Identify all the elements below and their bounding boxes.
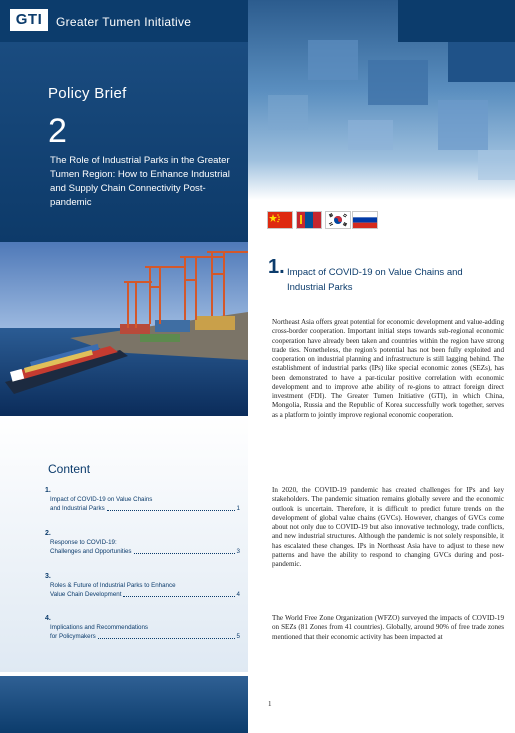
korea-flag [326,212,350,228]
section-title: Impact of COVID-19 on Value Chains and Industrial Parks [287,267,463,293]
content-heading: Content [48,462,91,476]
russia-flag [353,212,377,228]
paragraph: Northeast Asia offers great potential for economic development and value-adding cross-border cooperation. Important initial steps towards sub-regional economic cooperation have already been taken and countries within the region have strong trade ties. Nonetheless, the region's potential has not been fully exploited and cooperation on industrial planning and infrastructure is still lagging behind. The establishment of industrial parks (IPs) like special economic zones (SEZs), has been demonstrated to have a par-ticular positive correlation with economic development and to improve athe ability of re-gions to attract foreign direct investment (FDI). The Greater Tumen Initiative (GTI), in which China, Mongolia, Russia and the Republic of Korea successfully work together, serves as a platform to jointly improve regional economic cooperation. [272,318,504,419]
toc-item[interactable]: 1. Impact of COVID-19 on Value Chains and Industrial Parks 1 [45,487,240,512]
container-port-photo [0,242,248,416]
brief-title: The Role of Industrial Parks in the Greater Tumen Region: How to Enhance Industrial and Supply Chain Connectivity Post-pandemic [50,155,230,208]
organization-name: Greater Tumen Initiative [56,15,192,29]
china-flag [268,212,292,228]
toc-item[interactable]: 4. Implications and Recommendations for Policymakers 5 [45,615,240,640]
toc-item[interactable]: 3. Roles & Future of Industrial Parks to Enhance Value Chain Development 4 [45,573,240,598]
mongolia-flag [297,212,321,228]
section-number: 1. [268,256,285,278]
page-number: 1 [268,700,272,708]
brief-number: 2 [48,112,67,150]
paragraph: The World Free Zone Organization (WFZO) surveyed the impacts of COVID-19 on SEZs (81 Zones from 41 countries). Globally, around 90% of free trade zones mentioned that their economic activity has been impacted at [272,614,504,641]
title-block [0,42,248,242]
port-ship-illustration [0,242,248,416]
policy-brief-label: Policy Brief [48,85,127,102]
gti-logo: GTI [10,9,48,31]
toc-item[interactable]: 2. Response to COVID-19: Challenges and Opportunities 3 [45,530,240,555]
paragraph: In 2020, the COVID-19 pandemic has created challenges for IPs and key stakeholders. The pandemic situation remains globally severe and the economic outlook is uncertain. Therefore, it is difficult to predict future trends on the development of global value chains (GVCs). However, changes of GVCs come about not only due to COVID-19 but also innovative technology, trade conflicts, and new industrial structures. Although the pandemic is not solely responsible, it has escalated these changes. IPs in Northeast Asia have to adjust to these new patterns and have the ability to respond to changing GVCs during and post-pandemic. [272,486,504,568]
decorative-mosaic [248,0,515,200]
footer-band [0,676,248,733]
